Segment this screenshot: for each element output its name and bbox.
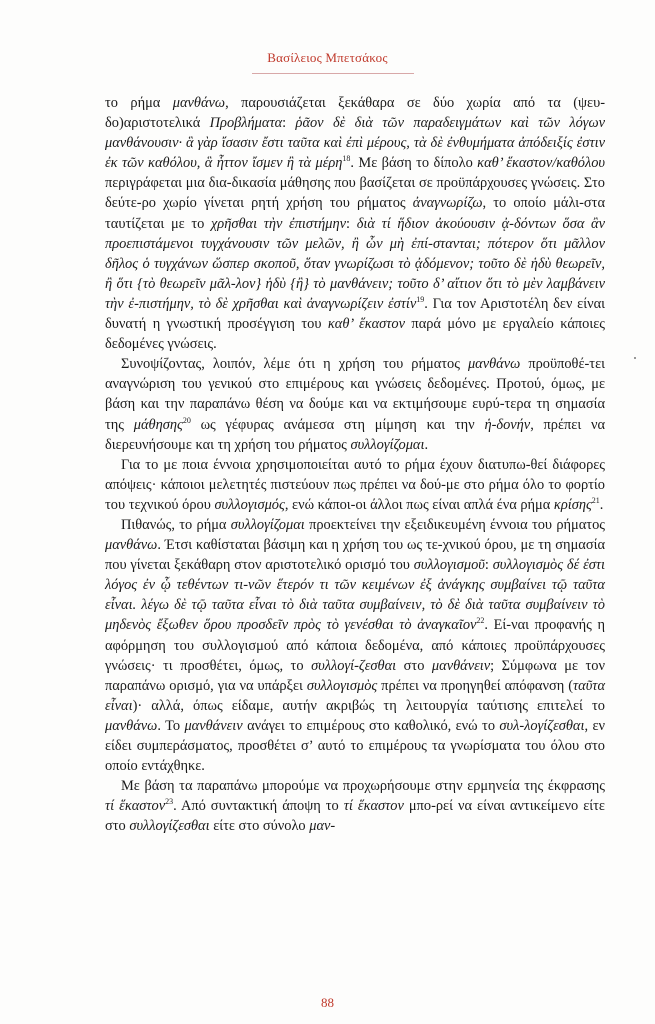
text-run: Για το με ποια έννοια χρησιμοποιείται αυτό το ρήμα έχουν διατυπω-θεί διάφορες απόψεις· κάποιοι μελετητές πιστεύουν πως πρέπει να δού-με στο ρήμα όλο το φορτίο του τεχνικού όρου: [105, 456, 605, 513]
italic-term: ἀναγνωρίζω: [412, 195, 483, 212]
text-run: περιγράφεται μια δια-δικασία μάθησης που βασίζεται σε προϋπάρχουσες γνώσεις. Στο δεύτε-ρο χωρίο γίνεται ρητή χρήση του ρήματος: [105, 175, 605, 212]
text-run: Συνοψίζοντας, λοιπόν, λέμε ότι η χρήση του ρήματος: [121, 356, 468, 373]
text-run: παρά μόνο με εργαλείο κάποιες δεδομένες γνώσεις.: [105, 316, 605, 353]
italic-term: ταῦτα εἶναι: [105, 677, 606, 714]
italic-term: τί ἕκαστον: [105, 798, 166, 815]
italic-term: μανθάνω: [105, 717, 158, 734]
text-run: . Από συντακτική άποψη το: [173, 798, 344, 815]
italic-term: μανθάνω: [172, 95, 226, 111]
body-text: [105, 93, 605, 836]
italic-term: συλλογίζομαι: [350, 436, 425, 453]
text-run: Πιθανώς, το ρήμα: [121, 516, 231, 533]
footnote-ref: 19: [416, 295, 425, 305]
footnote-ref: 22: [476, 616, 485, 626]
italic-term: καθ’ ἕκαστον/καθόλου: [477, 155, 605, 172]
italic-term: μανθάνω: [105, 537, 158, 554]
paragraph-1: [105, 93, 605, 354]
text-run: :: [346, 215, 357, 232]
footnote-ref: 21: [591, 496, 600, 506]
italic-term: μανθάνω: [467, 356, 521, 373]
italic-term: διὰ τί ἥδιον ἀκούουσιν ᾀ-δόντων ὅσα ἂν προεπιστάμενοι τυγχάνουσιν τῶν μελῶν, ἢ ὧν μὴ ἐπί-στανται; πότερον ὅτι μᾶλλον δῆλος ὁ τυγχάνων ὥσπερ σκοποῦ, ὅταν γνωρίζωσι τὸ ᾀδόμενον; τοῦτο δὲ ἡδὺ θεωρεῖν, ἢ ὅτι {τὸ θεωρεῖν μᾶλ-λον} ἡδὺ {ἢ} τὸ μανθάνειν; τοῦτο δ’ αἴτιον ὅτι τὸ μὲν λαμβάνειν τὴν ἐ-πιστήμην, τὸ δὲ χρῆσθαι καὶ ἀναγνωρίζειν ἐστίν: [105, 215, 605, 312]
italic-term: μανθάνειν: [184, 717, 243, 734]
text-run: το ρήμα: [105, 95, 173, 111]
footnote-ref: 18: [342, 154, 351, 164]
italic-term: συλλογίζομαι: [230, 516, 305, 533]
italic-term: κρίσης: [553, 496, 592, 513]
paragraph-2: [105, 354, 605, 454]
italic-term: ἡ-δονήν: [484, 416, 531, 433]
footnote-ref: 23: [165, 797, 174, 807]
italic-term: καθ’ ἕκαστον: [327, 316, 405, 333]
italic-term: συλ-λογίζεσθαι: [499, 717, 585, 734]
text-run: πρέπει να προηγηθεί απόφανση (: [377, 677, 573, 694]
text-run: . Το: [157, 717, 185, 734]
text-run: .: [599, 496, 604, 513]
italic-term: μαν-: [309, 818, 336, 835]
italic-term: Προβλήματα: [209, 115, 283, 132]
text-run: ; Σύμφωνα με τον παραπάνω ορισμό, για να υπάρξει: [105, 657, 606, 694]
italic-term: μάθησης: [133, 416, 183, 433]
italic-term: συλλογισμὸς: [306, 677, 378, 694]
text-run: μπο-ρεί να είναι αντικείμενο είτε στο: [105, 798, 605, 835]
text-run: . Με βάση το δίπολο: [350, 155, 478, 172]
text-run: είτε στο σύνολο: [209, 818, 310, 835]
text-run: ως γέφυρας ανάμεσα στη μίμηση και την: [190, 416, 485, 433]
italic-term: χρῆσθαι τὴν ἐπιστήμην: [210, 215, 347, 232]
text-run: στο: [396, 657, 432, 674]
text-run: . Για τον Αριστοτέλη δεν είναι δυνατή η γνωστική προσέγγιση του: [105, 295, 605, 333]
text-run: :: [484, 557, 493, 574]
italic-term: συλλογισμός: [214, 496, 285, 513]
italic-term: συλλογίζεσθαι: [129, 818, 210, 835]
paragraph-5: [105, 776, 605, 836]
text-run: . Έτσι καθίσταται βάσιμη και η χρήση του ως τε-χνικού όρου, με τη σημασία που γίνεται ξεκάθαρη στον αριστοτελικό ορισμό του: [105, 537, 605, 574]
text-run: , πρέπει να διερευνήσουμε και τη χρήση του ρήματος: [105, 416, 606, 453]
text-run: ανάγει το επιμέρους στο καθολικό, ενώ το: [242, 717, 500, 734]
italic-term: συλλογισμοῦ: [413, 557, 485, 574]
text-run: , ενώ κάποι-οι άλλοι πως είναι απλά ένα ρήμα: [284, 496, 554, 513]
text-run: .: [424, 436, 429, 453]
running-header: Βασίλειος Μπετσάκος: [267, 50, 388, 65]
text-run: προεκτείνει την εξειδικευμένη έννοια του ρήματος: [304, 516, 605, 533]
text-run: , εν είδει συμπεράσματος, προσθέτει σ’ αυτό το επιμέρους τα γνωρίσματα του όλου στο οποίο εντάχθηκε.: [105, 717, 606, 775]
italic-term: μανθάνειν: [431, 657, 491, 674]
margin-mark: [634, 357, 636, 359]
text-run: , παρουσιάζεται ξεκάθαρα σε δύο χωρία από τα (ψευ-δο)αριστοτελικά: [105, 95, 605, 132]
text-run: . Εί-ναι προφανής η αφόρμηση του συλλογισμού από κάποια δεδομένα, από κάποιες προϋπάρχουσες γνώσεις· τι προσθέτει, όμως, το: [105, 617, 605, 674]
text-run: , το οποίο μάλι-στα ταυτίζεται με το: [105, 195, 605, 232]
text-run: Με βάση τα παραπάνω μπορούμε να προχωρήσουμε στην ερμηνεία της έκφρασης: [121, 778, 605, 795]
footnote-ref: 20: [182, 415, 191, 425]
header-rule: [252, 73, 414, 74]
text-run: :: [282, 115, 296, 132]
text-run: )· αλλά, όπως είδαμε, αυτήν ακριβώς τη λειτουργία ταύτισης επιτελεί το: [132, 697, 605, 714]
italic-term: συλλογισμὸς δέ ἐστι λόγος ἐν ᾧ τεθέντων τι-νῶν ἕτερόν τι τῶν κειμένων ἐξ ἀνάγκης συμβαίνει τῷ ταῦτα εἶναι. λέγω δὲ τῷ ταῦτα εἶναι τὸ διὰ ταῦτα συμβαίνειν, τὸ δὲ διὰ ταῦτα συμβαίνειν τὸ μηδενὸς ἔξωθεν ὅρου προσδεῖν πρὸς τὸ γενέσθαι τὸ ἀναγκαῖον: [105, 557, 605, 634]
text-run: προϋποθέ-τει αναγνώριση του γενικού στο επιμέρους και γνώσεις δεδομένες. Προτού, όμως, με βάση και την παραπάνω θέση να δούμε και να εκτιμήσουμε ευρύ-τερα τη σημασία της: [105, 356, 605, 433]
paragraph-4: [105, 515, 605, 776]
italic-term: συλλογί-ζεσθαι: [311, 657, 397, 674]
italic-term: τί ἕκαστον: [343, 798, 404, 815]
paragraph-3: [105, 455, 605, 515]
page-number: 88: [321, 995, 334, 1010]
italic-term: ῥᾶον δὲ διὰ τῶν παραδειγμάτων καὶ τῶν λόγων μανθάνουσιν· ἃ γὰρ ἴσασιν ἔστι ταῦτα καὶ ἐπὶ μέρους, τὰ δὲ ἐνθυμήματα ἀπόδειξίς ἐστιν ἐκ τῶν καθόλου, ἃ ἧττον ἴσμεν ἢ τὰ μέρη: [105, 115, 605, 172]
